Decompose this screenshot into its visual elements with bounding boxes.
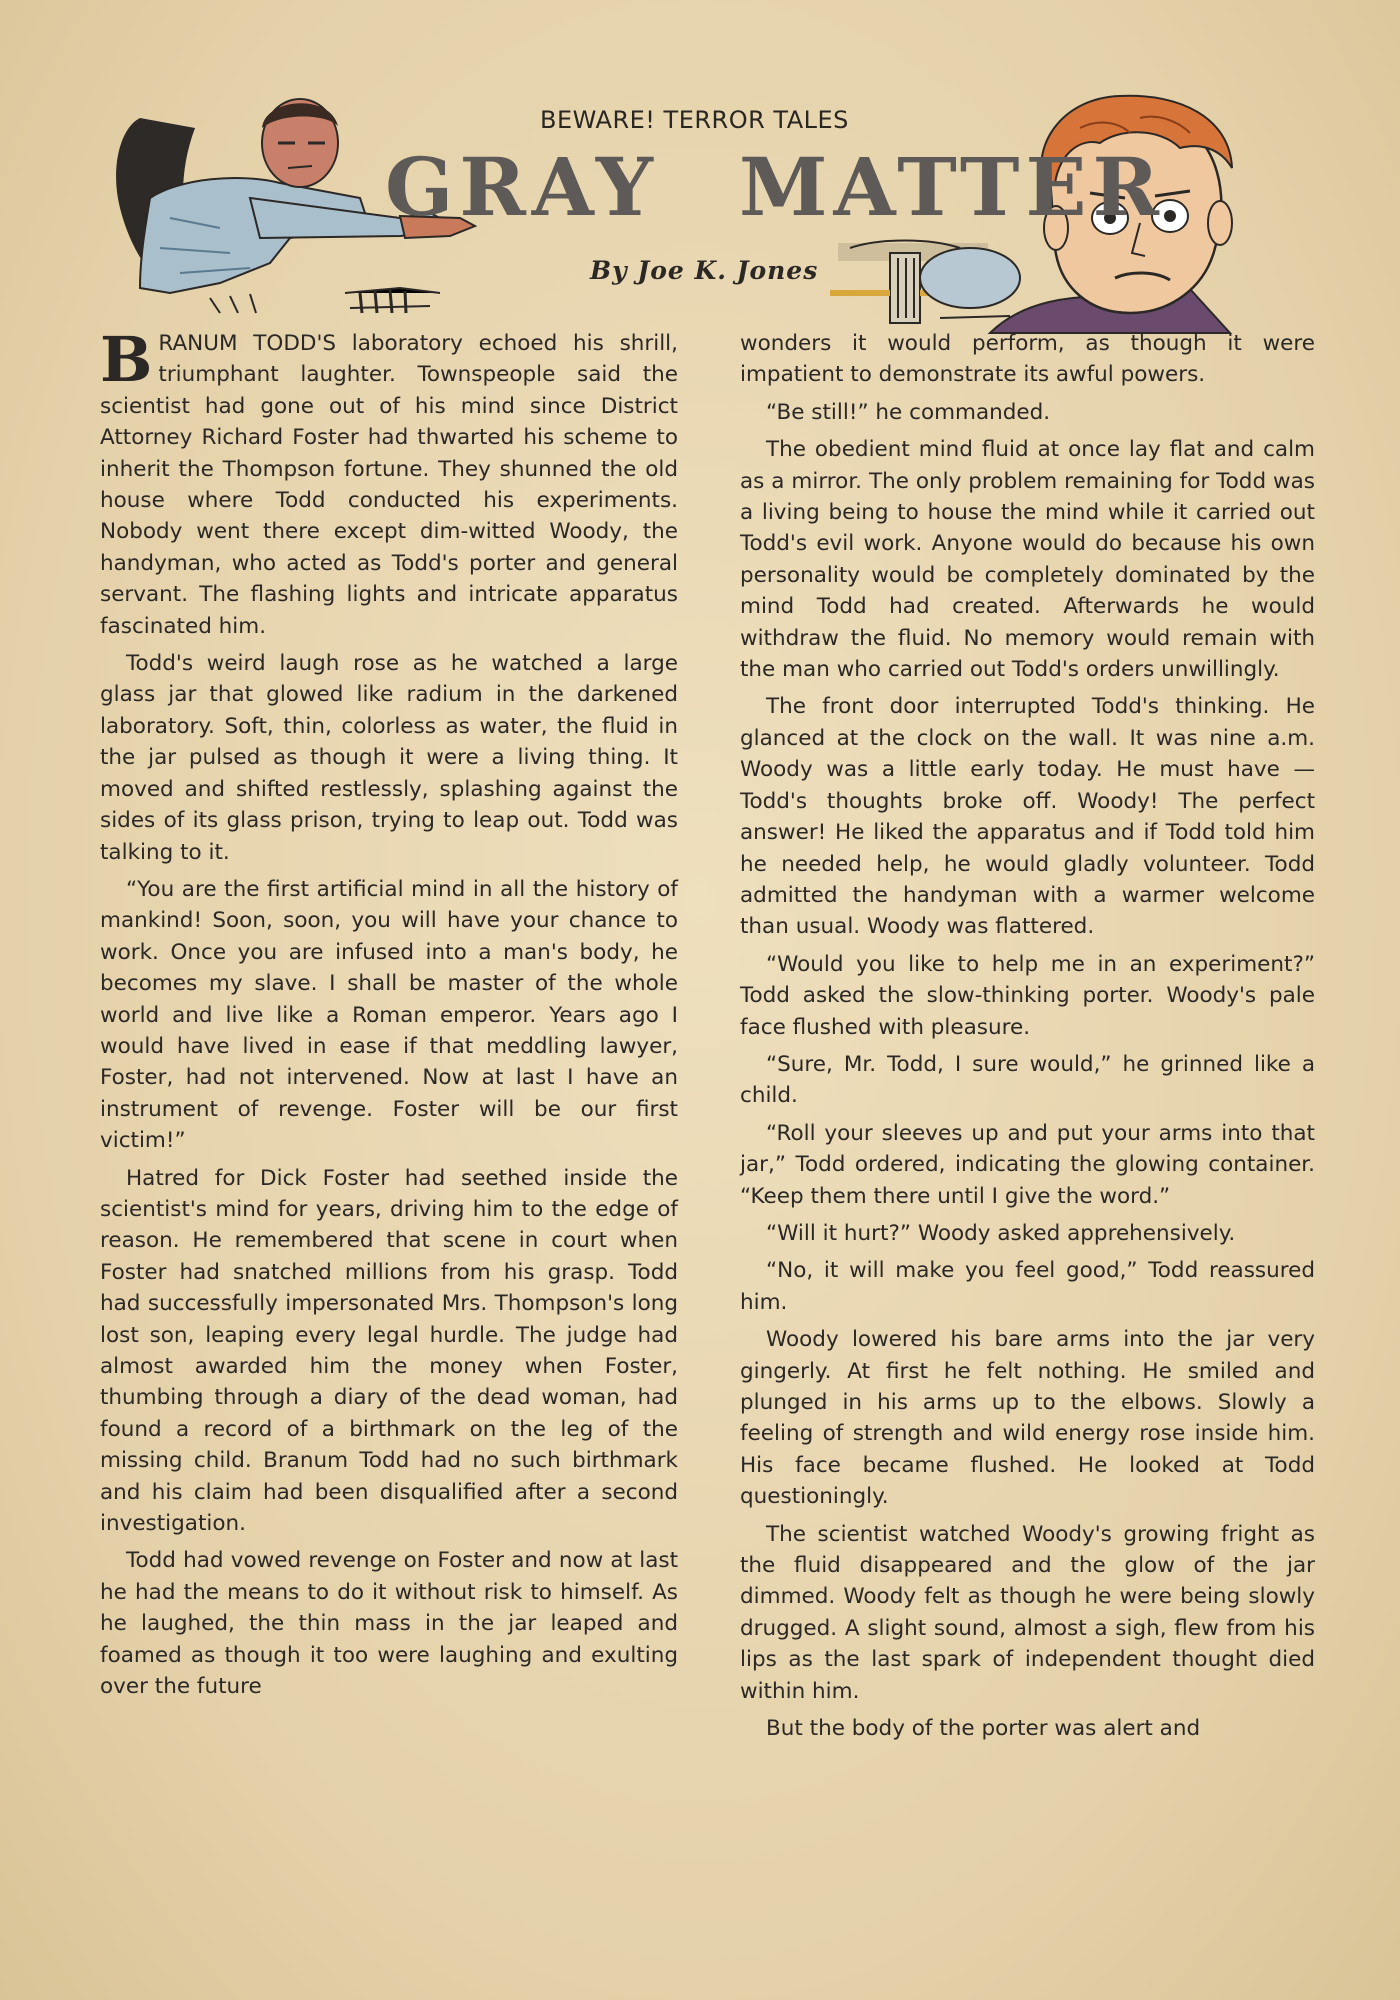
story-paragraph: Todd's weird laugh rose as he watched a large glass jar that glowed like radium in the darkened laboratory. Soft, thin, colorless as water, the fluid in the jar pulsed as though it were a living thing. It moved and shifted restlessly, splashing against the sides of its glass prison, trying to leap out. Todd was talking to it. [100, 651, 678, 865]
story-paragraph: “Be still!” he commanded. [766, 399, 1051, 425]
story-paragraph: Hatred for Dick Foster had seethed inside the scientist's mind for years, driving him to the edge of reason. He remembered that scene in court when Foster had snatched millions from his grasp. Todd had successfully impersonated Mrs. Thompson's long lost son, leaping every legal hurdle. The judge had almost awarded him the money when Foster, thumbing through a diary of the dead woman, had found a record of a birthmark on the leg of the missing child. Branum Todd had no such birthmark and his claim had been disqualified after a second investigation. [100, 1165, 678, 1537]
story-paragraph: But the body of the porter was alert and [766, 1716, 1201, 1742]
story-paragraph: “You are the first artificial mind in all the history of mankind! Soon, soon, you will have your chance to work. Once you are infused into a man's body, he becomes my slave. I shall be master of the whole world and live like a Roman emperor. Years ago I would have lived in ease if that meddling lawyer, Foster, had not intervened. Now at last I have an instrument of revenge. Foster will be our first victim!” [100, 876, 678, 1154]
title-word-gray: GRAY [385, 140, 659, 234]
story-paragraph: The obedient mind fluid at once lay flat and calm as a mirror. The only problem remaining for Todd was a living being to house the mind while it carried out Todd's evil work. Anyone would do because his own personality would be completely dominated by the mind Todd had created. Afterwards he would withdraw the fluid. No memory would remain with the man who carried out Todd's orders unwillingly. [740, 437, 1315, 683]
story-paragraph: “Will it hurt?” Woody asked apprehensively. [766, 1220, 1236, 1246]
story-title [385, 140, 1165, 234]
title-word-matter: MATTER [739, 140, 1165, 234]
left-column [100, 323, 678, 1708]
story-paragraph: Todd had vowed revenge on Foster and now at last he had the means to do it without risk to himself. As he laughed, the thin mass in the jar leaped and foamed as though it too were laughing and exulting over the future [100, 1548, 678, 1700]
drop-cap: B [100, 323, 153, 396]
story-paragraph: “Sure, Mr. Todd, I sure would,” he grinned like a child. [740, 1051, 1315, 1109]
story-paragraph: The scientist watched Woody's growing fright as the fluid disappeared and the glow of the jar dimmed. Woody felt as though he were being slowly drugged. A slight sound, almost a sigh, flew from his lips as the last spark of independent thought died within him. [740, 1521, 1315, 1704]
story-paragraph: BRANUM TODD'S laboratory echoed his shrill, triumphant laughter. Townspeople said the scientist had gone out of his mind since District Attorney Richard Foster had thwarted his scheme to inherit the Thompson fortune. They shunned the old house where Todd conducted his experiments. Nobody went there except dim-witted Woody, the handyman, who acted as Todd's porter and general servant. The flashing lights and intricate apparatus fascinated him. [100, 323, 678, 639]
story-paragraph: The front door interrupted Todd's thinking. He glanced at the clock on the wall. It was nine a.m. Woody was a little early today. He must have — Todd's thoughts broke off. Woody! The perfect answer! He liked the apparatus and if Todd told him he needed help, he would gladly volunteer. Todd admitted the handyman with a warmer welcome than usual. Woody was flattered. [740, 694, 1315, 940]
story-paragraph: “Roll your sleeves up and put your arms into that jar,” Todd ordered, indicating the glowing container. “Keep them there until I give the word.” [740, 1120, 1315, 1209]
story-paragraph: “No, it will make you feel good,” Todd reassured him. [740, 1258, 1315, 1315]
story-paragraph: Woody lowered his bare arms into the jar very gingerly. At first he felt nothing. He smiled and plunged in his arms up to the elbows. Slowly a feeling of strength and wild energy rose inside him. His face became flushed. He looked at Todd questioningly. [740, 1327, 1315, 1510]
story-paragraph-continued: wonders it would perform, as though it were impatient to demonstrate its awful powers. [740, 331, 1315, 388]
author-byline: By Joe K. Jones [590, 256, 819, 285]
story-header [0, 0, 1400, 330]
series-title: BEWARE! TERROR TALES [540, 106, 849, 134]
right-column [740, 328, 1315, 1750]
story-paragraph: “Would you like to help me in an experiment?” Todd asked the slow-thinking porter. Woody's pale face flushed with pleasure. [740, 951, 1315, 1040]
